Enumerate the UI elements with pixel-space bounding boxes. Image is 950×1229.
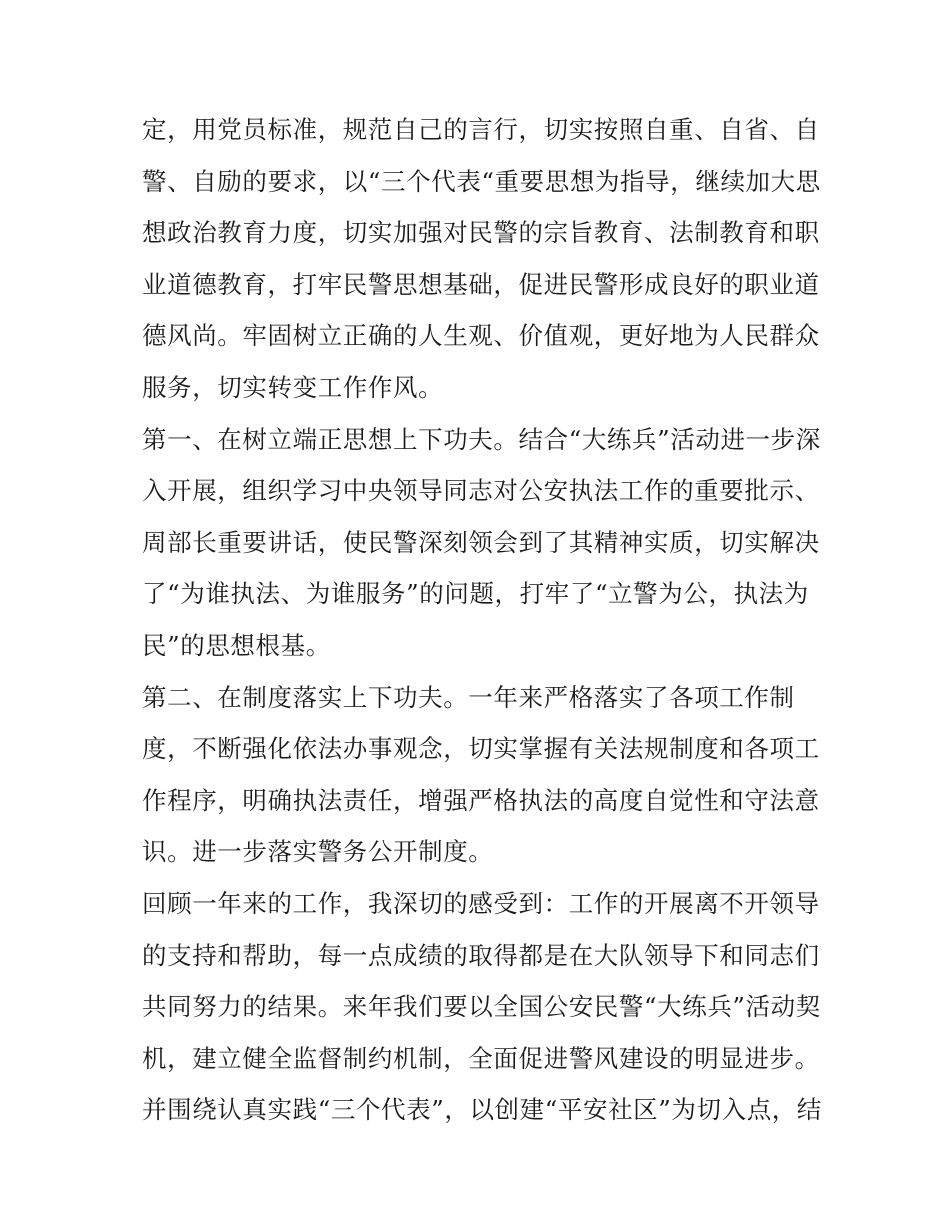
text-line: 服务，切实转变工作作风。 <box>142 372 444 402</box>
text-line: 入开展，组织学习中央领导同志对公安执法工作的重要批示、 <box>142 476 820 506</box>
text-line: 回顾一年来的工作，我深切的感受到：工作的开展离不开领导 <box>142 888 820 918</box>
text-line: 业道德教育，打牢民警思想基础，促进民警形成良好的职业道 <box>142 269 820 299</box>
text-line: 第二、在制度落实上下功夫。一年来严格落实了各项工作制 <box>142 682 795 712</box>
text-line: 识。进一步落实警务公开制度。 <box>142 837 494 867</box>
text-line: 想政治教育力度，切实加强对民警的宗旨教育、法制教育和职 <box>142 218 820 248</box>
text-line: 度，不断强化依法办事观念，切实掌握有关法规制度和各项工 <box>142 734 820 764</box>
text-line: 机，建立健全监督制约机制，全面促进警风建设的明显进步。 <box>142 1043 820 1073</box>
text-line: 了“为谁执法、为谁服务”的问题，打牢了“立警为公，执法为 <box>142 579 809 609</box>
text-line: 并围绕认真实践“三个代表”，以创建“平安社区”为切入点，结 <box>142 1095 822 1125</box>
text-line: 的支持和帮助，每一点成绩的取得都是在大队领导下和同志们 <box>142 940 820 970</box>
text-line: 共同努力的结果。来年我们要以全国公安民警“大练兵”活动契 <box>142 992 821 1022</box>
text-line: 第一、在树立端正思想上下功夫。结合“大练兵”活动进一步深 <box>142 424 821 454</box>
text-line: 德风尚。牢固树立正确的人生观、价值观，更好地为人民群众 <box>142 321 820 351</box>
text-line: 作程序，明确执法责任，增强严格执法的高度自觉性和守法意 <box>142 785 820 815</box>
body-text <box>142 108 822 1140</box>
text-line: 定，用党员标准，规范自己的言行，切实按照自重、自省、自 <box>142 115 820 144</box>
text-line: 周部长重要讲话，使民警深刻领会到了其精神实质，切实解决 <box>142 527 820 557</box>
text-line: 警、自励的要求，以“三个代表“重要思想为指导，继续加大思 <box>142 166 821 196</box>
text-line: 民”的思想根基。 <box>142 630 331 660</box>
